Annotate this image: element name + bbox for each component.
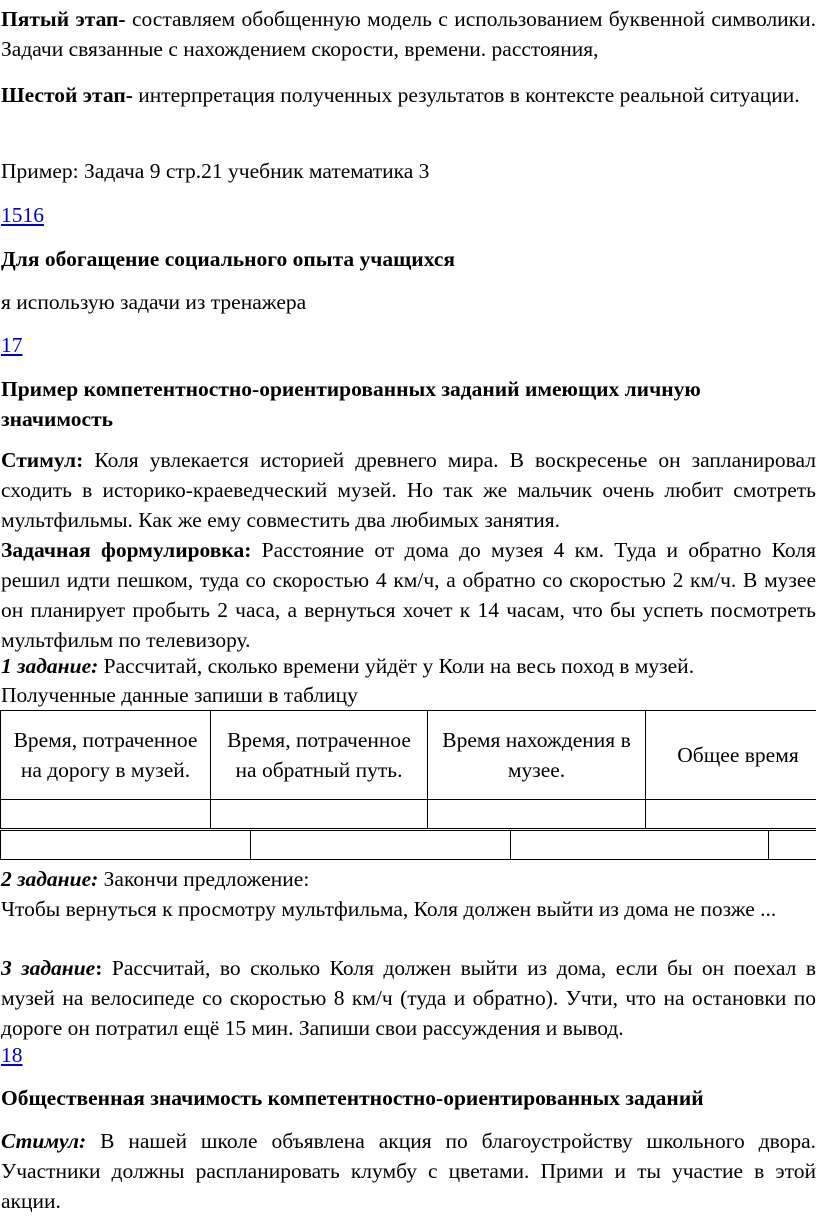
- task3-label: 3 задание: [1, 956, 95, 980]
- stimulus2-paragraph: [0, 1126, 816, 1216]
- table-cell[interactable]: [428, 800, 646, 829]
- stage6-label: Шестой этап-: [1, 83, 133, 107]
- trainer-line: я использую задачи из тренажера: [0, 287, 816, 317]
- table-row: [1, 831, 816, 860]
- task2-label: 2 задание:: [1, 867, 98, 891]
- link-1516[interactable]: 1516: [1, 203, 44, 227]
- table-header-cell: Время, потраченное на дорогу в музей.: [1, 711, 211, 800]
- link-18-paragraph: [0, 1040, 816, 1070]
- results-table-continuation: [0, 830, 816, 860]
- stimulus1-paragraph: [0, 445, 816, 535]
- table-caption-paragraph: [0, 680, 816, 710]
- task3-text: Рассчитай, во сколько Коля должен выйти из дома, если бы он поехал в музей на велосипеде со скоростью 8 км/ч (туда и обратно). Учти, что на остановки по дороге он потратил ещё 15 мин. Запиши свои рассуждения и вывод.: [1, 956, 816, 1040]
- stage6-text: интерпретация полученных результатов в контексте реальной ситуации.: [133, 83, 800, 107]
- task1-text: Рассчитай, сколько времени уйдёт у Коли на весь поход в музей.: [98, 654, 694, 678]
- task-formulation-label: Задачная формулировка:: [1, 538, 251, 562]
- task2-paragraph: [0, 864, 816, 894]
- stage5-paragraph: [0, 4, 816, 64]
- heading-personal: Пример компетентностно-ориентированных заданий имеющих личную значимость: [1, 377, 701, 431]
- stimulus2-text: В нашей школе объявлена акция по благоустройству школьного двора. Участники должны распланировать клумбу с цветами. Прими и ты участие в этой акции.: [1, 1129, 816, 1213]
- task-formulation-paragraph: [0, 535, 816, 655]
- heading-social-paragraph: [0, 244, 816, 274]
- heading-personal-paragraph: [0, 374, 780, 434]
- heading-social-significance-paragraph: [0, 1083, 816, 1113]
- task2-sentence: Чтобы вернуться к просмотру мультфильма, Коля должен выйти из дома не позже ...: [0, 894, 816, 924]
- table-cell[interactable]: [1, 800, 211, 829]
- task3-colon: :: [95, 956, 102, 980]
- table-caption: Полученные данные запиши в таблицу: [0, 680, 816, 710]
- link-1516-paragraph: [0, 200, 816, 230]
- link-17[interactable]: 17: [1, 333, 23, 357]
- table-header-cell: Общее время: [646, 711, 816, 800]
- table-cell[interactable]: [211, 800, 428, 829]
- task2-text: Закончи предложение:: [98, 867, 309, 891]
- link-18[interactable]: 18: [1, 1043, 23, 1067]
- task-formulation-text: Расстояние от дома до музея 4 км. Туда и обратно Коля решил идти пешком, туда со скоростью 4 км/ч, а обратно со скоростью 2 км/ч. В музее он планирует пробыть 2 часа, а вернуться хочет к 14 часам, что бы успеть посмотреть мультфильм по телевизору.: [1, 538, 816, 652]
- results-table: [0, 710, 816, 829]
- task1-label: 1 задание:: [1, 654, 98, 678]
- task1-paragraph: [0, 651, 816, 681]
- table-header-cell: Время нахождения в музее.: [428, 711, 646, 800]
- stage6-paragraph: [0, 80, 816, 110]
- example-line: Пример: Задача 9 стр.21 учебник математика 3: [0, 156, 816, 186]
- stimulus1-text: Коля увлекается историей древнего мира. В воскресенье он запланировал сходить в историко-краеведческий музей. Но так же мальчик очень любит смотреть мультфильмы. Как же ему совместить два любимых занятия.: [1, 448, 816, 532]
- table-header-cell: Время, потраченное на обратный путь.: [211, 711, 428, 800]
- table-cell[interactable]: [646, 800, 816, 829]
- table-header-row: [1, 711, 816, 800]
- example-paragraph: [0, 156, 816, 186]
- link-17-paragraph: [0, 330, 816, 360]
- table-cell[interactable]: [511, 831, 769, 860]
- table-cell[interactable]: [769, 831, 816, 860]
- task2-sentence-paragraph: [0, 894, 816, 924]
- stimulus2-label: Стимул:: [1, 1129, 86, 1153]
- table-cell[interactable]: [251, 831, 511, 860]
- task3-paragraph: [0, 953, 816, 1043]
- stage5-text: составляем обобщенную модель с использованием буквенной символики. Задачи связанные с нахождением скорости, времени. расстояния,: [1, 7, 816, 61]
- heading-social-significance: Общественная значимость компетентностно-ориентированных заданий: [1, 1086, 704, 1110]
- stage5-label: Пятый этап-: [1, 7, 126, 31]
- stimulus1-label: Стимул:: [1, 448, 83, 472]
- table-cell[interactable]: [1, 831, 251, 860]
- table-row: [1, 800, 816, 829]
- trainer-paragraph: [0, 287, 816, 317]
- heading-social: Для обогащение социального опыта учащихся: [1, 247, 455, 271]
